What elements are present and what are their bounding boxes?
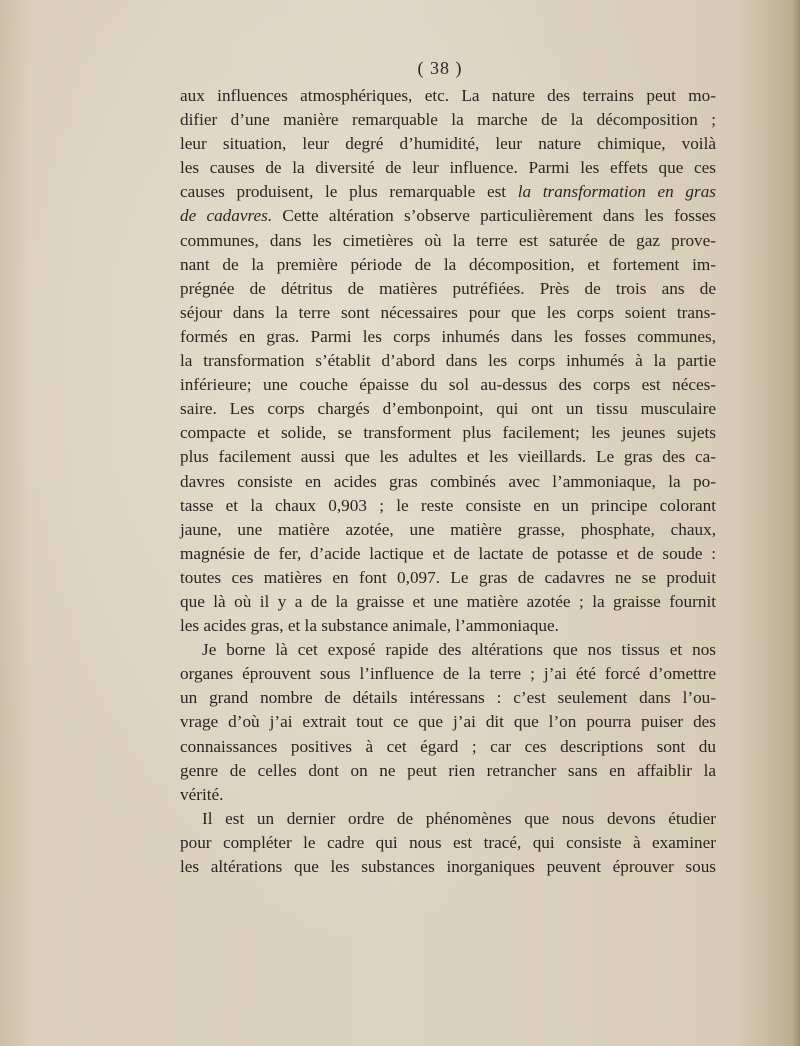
text-line	[180, 397, 716, 421]
line-text: causes produisent, le plus remarquable est	[180, 182, 518, 202]
line-text: saire. Les corps chargés d’embonpoint, qui ont un tissu musculaire	[180, 399, 716, 419]
line-text: que là où il y a de la graisse et une matière azotée ; la graisse fournit	[180, 591, 716, 611]
line-text: un grand nombre de détails intéressans : c’est seulement dans l’ou-	[180, 688, 716, 708]
line-text: les altérations que les substances inorganiques peuvent éprouver sous	[180, 857, 716, 876]
text-line	[180, 253, 716, 277]
text-line	[180, 807, 716, 831]
text-line	[180, 373, 716, 397]
text-line	[180, 614, 716, 638]
text-line	[180, 156, 716, 180]
line-text: compacte et solide, se transforment plus facilement; les jeunes sujets	[180, 423, 716, 443]
page-number: ( 38 )	[417, 58, 463, 78]
line-text: aux influences atmosphériques, etc. La nature des terrains peut mo-	[180, 86, 716, 105]
text-line	[180, 831, 716, 855]
text-line	[180, 494, 716, 518]
line-text: formés en gras. Parmi les corps inhumés dans les fosses communes,	[180, 326, 716, 346]
text-line	[180, 686, 716, 710]
line-text: prégnée de détritus de matières putréfiées. Près de trois ans de	[180, 278, 716, 298]
text-line	[180, 735, 716, 759]
body-text	[180, 84, 716, 879]
text-line	[180, 301, 716, 325]
text-line	[180, 277, 716, 301]
line-text: les causes de la diversité de leur influence. Parmi les effets que ces	[180, 158, 716, 178]
text-line	[180, 132, 716, 156]
text-line	[180, 855, 716, 879]
line-text: genre de celles dont on ne peut rien retrancher sans en affaiblir la	[180, 760, 716, 780]
line-text: Cette altération s’observe particulièrement dans les fosses	[272, 206, 716, 226]
text-line	[180, 421, 716, 445]
line-text: connaissances positives à cet égard ; car ces descriptions sont du	[180, 736, 716, 756]
line-text: davres consiste en acides gras combinés avec l’ammoniaque, la po-	[180, 471, 716, 491]
line-text: séjour dans la terre sont nécessaires pour que les corps soient trans-	[180, 302, 716, 322]
italic-term: la transformation en gras	[517, 182, 716, 202]
line-text: tasse et la chaux 0,903 ; le reste consiste en un principe colorant	[180, 495, 716, 515]
line-text: plus facilement aussi que les adultes et les vieillards. Le gras des ca-	[180, 447, 716, 467]
line-text: vérité.	[180, 784, 224, 804]
text-line	[180, 84, 716, 108]
line-text: Il est un dernier ordre de phénomènes que nous devons étudier	[202, 808, 716, 828]
text-line	[180, 662, 716, 686]
text-line	[180, 180, 716, 204]
line-text: vrage d’où j’ai extrait tout ce que j’ai dit que l’on pourra puiser des	[180, 712, 716, 732]
line-text: communes, dans les cimetières où la terre est saturée de gaz prove-	[180, 230, 716, 250]
text-line	[180, 108, 716, 132]
text-line	[180, 325, 716, 349]
text-line	[180, 590, 716, 614]
line-text: organes éprouvent sous l’influence de la terre ; j’ai été forcé d’omettre	[180, 664, 716, 684]
line-text: inférieure; une couche épaisse du sol au-dessus des corps est néces-	[180, 375, 716, 395]
text-line	[180, 229, 716, 253]
line-text: jaune, une matière azotée, une matière grasse, phosphate, chaux,	[180, 519, 716, 539]
text-line	[180, 783, 716, 807]
line-text: les acides gras, et la substance animale, l’ammoniaque.	[180, 616, 559, 636]
text-line	[180, 470, 716, 494]
text-line	[180, 349, 716, 373]
text-line	[180, 566, 716, 590]
line-text: magnésie de fer, d’acide lactique et de lactate de potasse et de soude :	[180, 543, 716, 563]
text-line	[180, 710, 716, 734]
text-line	[180, 518, 716, 542]
line-text: nant de la première période de la décomposition, et fortement im-	[180, 254, 716, 274]
line-text: toutes ces matières en font 0,097. Le gras de cadavres ne se produit	[180, 567, 716, 587]
text-line	[180, 445, 716, 469]
line-text: la transformation s’établit d’abord dans les corps inhumés à la partie	[180, 351, 716, 371]
line-text: leur situation, leur degré d’humidité, leur nature chimique, voilà	[180, 134, 716, 154]
text-line	[180, 638, 716, 662]
line-text: difier d’une manière remarquable la marche de la décomposition ;	[180, 110, 716, 130]
page-edge-shadow	[792, 0, 800, 1046]
line-text: Je borne là cet exposé rapide des altérations que nos tissus et nos	[202, 640, 716, 660]
line-text: pour compléter le cadre qui nous est tracé, qui consiste à examiner	[180, 832, 716, 852]
italic-term: de cadavres.	[180, 206, 273, 226]
text-line	[180, 759, 716, 783]
text-line	[180, 542, 716, 566]
text-line	[180, 204, 716, 228]
